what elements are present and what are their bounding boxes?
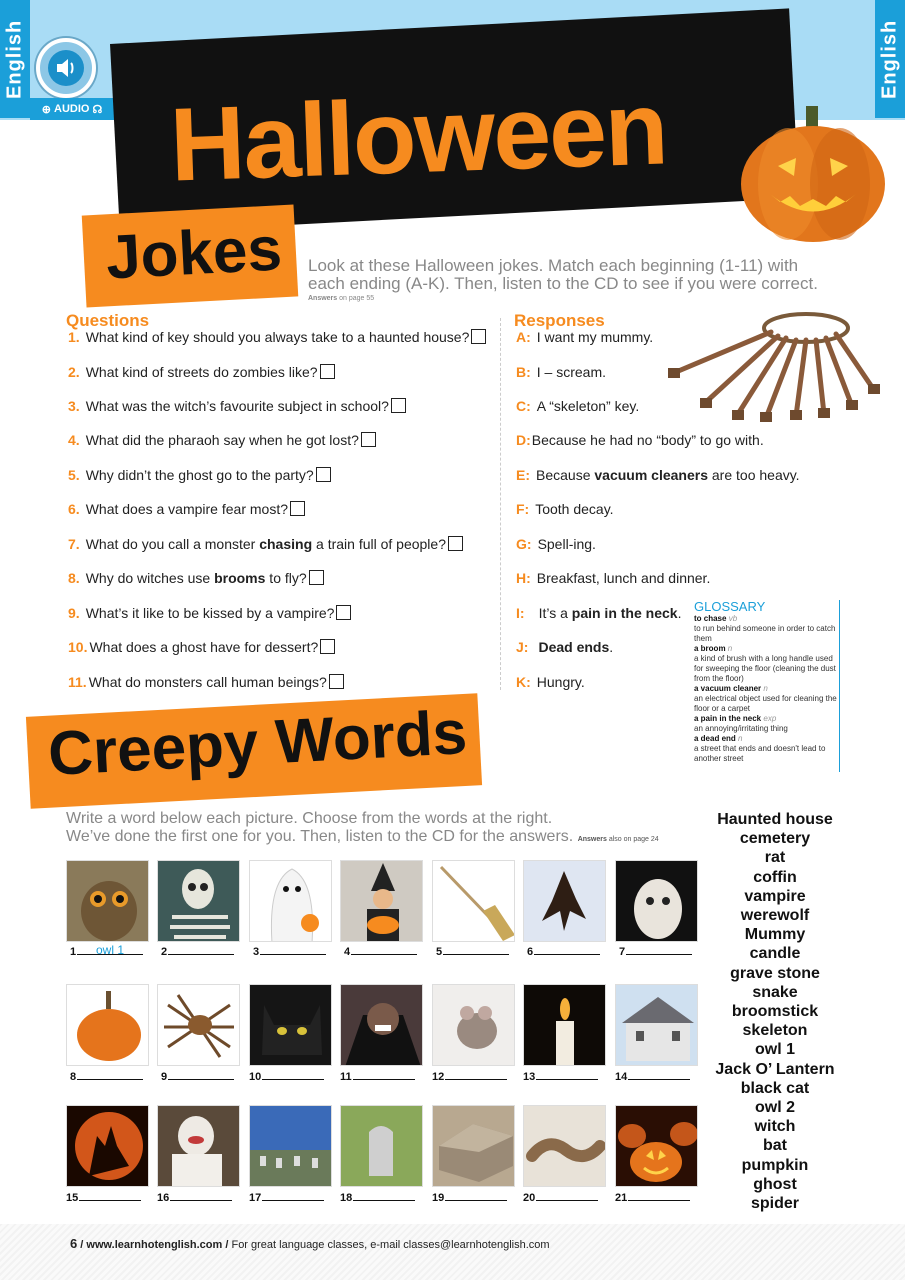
glossary-title: GLOSSARY	[694, 599, 766, 614]
question-text: What kind of streets do zombies like?	[85, 364, 318, 380]
picture-number: 6	[527, 946, 534, 958]
footer	[70, 1236, 550, 1251]
audio-button[interactable]	[36, 38, 96, 98]
word-bank-item: spider	[750, 1195, 799, 1213]
response-text: .	[609, 639, 614, 655]
word-bank	[712, 810, 838, 1213]
answer-line[interactable]	[168, 945, 234, 955]
audio-label[interactable]: ⊕ AUDIO ☊	[30, 98, 114, 120]
word-bank-item: vampire	[744, 887, 806, 905]
picture-label	[249, 1191, 324, 1204]
question-item	[68, 501, 305, 517]
answer-line[interactable]	[445, 1070, 507, 1080]
picture-number: 3	[253, 946, 260, 958]
glossary-word: pain in the neck	[571, 605, 678, 621]
response-letter: B:	[516, 364, 531, 380]
answer-box[interactable]	[361, 432, 376, 447]
questions-heading: Questions	[66, 311, 150, 330]
picture-number: 5	[436, 946, 443, 958]
word-bank-item: werewolf	[740, 907, 810, 925]
answer-box[interactable]	[309, 570, 324, 585]
question-item	[68, 467, 331, 483]
response-item	[516, 501, 614, 517]
picture-number: 15	[66, 1192, 79, 1204]
question-text: a train full of people?	[312, 536, 446, 552]
question-number: 10.	[68, 639, 88, 655]
question-number: 1.	[68, 329, 80, 345]
picture-number: 11	[340, 1071, 352, 1083]
answer-box[interactable]	[448, 536, 463, 551]
response-letter: C:	[516, 398, 531, 414]
answer-box[interactable]	[329, 674, 344, 689]
glossary-pos: n	[727, 644, 733, 653]
grave-stone-picture	[340, 1105, 423, 1187]
question-number: 11.	[68, 674, 87, 690]
column-divider	[500, 318, 501, 690]
question-number: 3.	[68, 398, 80, 414]
footer-band	[0, 1224, 905, 1280]
picture-label	[340, 1191, 415, 1204]
picture-label	[436, 945, 509, 958]
response-letter: J:	[516, 639, 529, 655]
glossary-entry	[694, 644, 839, 684]
answer-line[interactable]	[353, 1191, 415, 1201]
picture-label	[253, 945, 326, 958]
answers-note-bold: Answers	[308, 295, 338, 302]
owl2-picture	[615, 860, 698, 942]
response-text: It’s a	[538, 605, 572, 621]
response-text: A “skeleton” key.	[536, 398, 640, 414]
glossary-pos: n	[763, 684, 768, 693]
mummy-picture	[157, 1105, 240, 1187]
question-text: Why do witches use	[85, 570, 215, 586]
response-text: Spell-ing.	[537, 536, 596, 552]
broomstick-picture	[432, 860, 515, 942]
response-letter: I:	[516, 605, 525, 621]
picture-label	[161, 945, 234, 958]
picture-label	[527, 945, 600, 958]
page-title: Halloween	[168, 70, 669, 204]
picture-number: 16	[157, 1192, 170, 1204]
haunted-house-picture	[615, 984, 698, 1066]
glossary-entry	[694, 684, 839, 714]
answer-line[interactable]	[260, 945, 326, 955]
picture-number: 18	[340, 1192, 353, 1204]
question-text: What do monsters call human beings?	[88, 674, 327, 690]
glossary-entry	[694, 614, 839, 644]
question-text: Why didn’t the ghost go to the party?	[85, 467, 314, 483]
question-item	[68, 570, 324, 586]
glossary-word: brooms	[214, 570, 266, 586]
picture-number: 9	[161, 1071, 168, 1083]
question-item	[68, 364, 335, 380]
picture-number: 17	[249, 1192, 262, 1204]
brand-text: English	[878, 19, 901, 99]
page-number: 6	[70, 1236, 78, 1251]
glossary-definition: to run behind someone in order to catch them	[694, 624, 836, 643]
glossary-definition: a street that ends and doesn't lead to another street	[694, 744, 826, 763]
answers-note-2	[578, 836, 659, 843]
word-bank-item: candle	[749, 945, 801, 963]
picture-number: 1	[70, 946, 77, 958]
owl-picture	[66, 860, 149, 942]
answer-line[interactable]	[536, 1070, 598, 1080]
glossary-box	[694, 600, 840, 772]
jack-o-lantern-picture	[615, 1105, 698, 1187]
response-text: are too heavy.	[708, 467, 800, 483]
creepy-intro-line: We’ve done the first one for you. Then, listen to the CD for the answers.	[66, 828, 574, 845]
picture-number: 13	[523, 1071, 536, 1083]
bat-picture	[523, 860, 606, 942]
answer-box[interactable]	[336, 605, 351, 620]
question-text: What does a ghost have for dessert?	[89, 639, 319, 655]
response-letter: H:	[516, 570, 531, 586]
ghost-picture	[249, 860, 332, 942]
response-letter: D:	[516, 432, 531, 448]
glossary-pos: exp	[763, 714, 777, 723]
cemetery-picture	[249, 1105, 332, 1187]
glossary-entry	[694, 714, 839, 734]
answer-line[interactable]	[170, 1191, 232, 1201]
picture-label	[340, 1070, 415, 1083]
glossary-term: a broom	[694, 644, 726, 653]
brand-tab-right	[875, 0, 905, 118]
glossary-pos: vb	[728, 614, 738, 623]
glossary-definition: an annoying/irritating thing	[694, 724, 788, 733]
answers-note	[308, 295, 374, 302]
response-item	[516, 639, 613, 655]
response-item	[516, 536, 596, 552]
question-item	[68, 536, 463, 552]
question-number: 9.	[68, 605, 80, 621]
word-bank-item: rat	[764, 849, 786, 867]
response-item	[516, 467, 800, 483]
glossary-definition: a kind of brush with a long handle used for sweeping the floor (cleaning the dust from the floor)	[694, 654, 836, 683]
word-bank-item: Mummy	[744, 926, 806, 944]
picture-number: 8	[70, 1071, 77, 1083]
glossary-pos: n	[738, 734, 743, 743]
keys-image	[656, 306, 886, 424]
question-item	[68, 398, 406, 414]
answer-box[interactable]	[391, 398, 406, 413]
question-text: What does a vampire fear most?	[85, 501, 288, 517]
word-bank-item: broomstick	[731, 1003, 819, 1021]
response-item	[516, 398, 639, 414]
answer-box[interactable]	[316, 467, 331, 482]
response-item	[516, 674, 585, 690]
word-bank-item: skeleton	[742, 1022, 808, 1040]
picture-label	[619, 945, 692, 958]
response-letter: K:	[516, 674, 531, 690]
word-bank-item: owl 2	[754, 1099, 795, 1117]
werewolf-picture	[66, 1105, 149, 1187]
response-text: I want my mummy.	[536, 329, 654, 345]
word-bank-item: cemetery	[739, 830, 811, 848]
answer-box[interactable]	[320, 364, 335, 379]
word-bank-item: Haunted house	[717, 811, 833, 828]
glossary-word: chasing	[259, 536, 313, 552]
glossary-term: a vacuum cleaner	[694, 684, 762, 693]
word-bank-item: bat	[763, 1137, 787, 1155]
picture-label	[66, 1191, 141, 1204]
glossary-word: vacuum cleaners	[594, 467, 708, 483]
spider-picture	[157, 984, 240, 1066]
picture-number: 14	[615, 1071, 628, 1083]
picture-number: 21	[615, 1192, 628, 1204]
jack-o-lantern-image	[738, 104, 888, 244]
candle-picture	[523, 984, 606, 1066]
response-item	[516, 432, 764, 448]
response-text: Tooth decay.	[535, 501, 614, 517]
picture-label	[70, 1070, 143, 1083]
question-number: 5.	[68, 467, 80, 483]
picture-number: 2	[161, 946, 168, 958]
word-bank-item: snake	[752, 983, 798, 1001]
response-letter: A:	[516, 329, 531, 345]
answer-line[interactable]	[443, 945, 509, 955]
picture-label	[432, 1191, 507, 1204]
picture-number: 20	[523, 1192, 536, 1204]
vampire-picture	[340, 984, 423, 1066]
word-bank-item: pumpkin	[741, 1156, 809, 1174]
question-item	[68, 605, 351, 621]
picture-label	[161, 1070, 234, 1083]
question-number: 7.	[68, 536, 80, 552]
answer-line[interactable]	[534, 945, 600, 955]
picture-label	[157, 1191, 232, 1204]
answer-line[interactable]	[262, 1191, 324, 1201]
answer-line[interactable]	[262, 1070, 324, 1080]
coffin-picture	[432, 1105, 515, 1187]
glossary-definition: an electrical object used for cleaning the floor or a carpet	[694, 694, 837, 713]
picture-label	[615, 1191, 690, 1204]
section-title-jokes: Jokes	[104, 214, 284, 293]
response-text: Hungry.	[536, 674, 585, 690]
picture-number: 19	[432, 1192, 445, 1204]
creepy-instructions	[66, 810, 706, 849]
picture-label	[523, 1070, 598, 1083]
answers-note-rest: on page 55	[337, 295, 375, 302]
black-cat-picture	[249, 984, 332, 1066]
word-bank-item: witch	[754, 1118, 796, 1136]
question-text: What kind of key should you always take to a haunted house?	[85, 329, 470, 345]
picture-label	[249, 1070, 324, 1083]
audio-label-text: AUDIO	[54, 103, 90, 115]
response-text: I – scream.	[536, 364, 607, 380]
picture-label	[432, 1070, 507, 1083]
word-bank-item: grave stone	[730, 964, 820, 982]
rat-picture	[432, 984, 515, 1066]
snake-picture	[523, 1105, 606, 1187]
question-item	[68, 639, 335, 655]
footer-site[interactable]: / www.learnhotenglish.com /	[77, 1239, 232, 1251]
answer-line[interactable]	[626, 945, 692, 955]
word-bank-item: coffin	[753, 868, 797, 886]
word-bank-item: owl 1	[754, 1041, 795, 1059]
question-number: 6.	[68, 501, 80, 517]
glossary-word: Dead ends	[538, 639, 610, 655]
response-text: Because he had no “body” to go with.	[531, 432, 764, 448]
response-item	[516, 570, 710, 586]
question-number: 8.	[68, 570, 80, 586]
answer-box[interactable]	[290, 501, 305, 516]
footer-contact: For great language classes, e-mail classes@learnhotenglish.com	[231, 1239, 550, 1251]
answer-line[interactable]	[628, 1070, 690, 1080]
pumpkin-picture	[66, 984, 149, 1066]
answer-box[interactable]	[471, 329, 486, 344]
question-text: What’s it like to be kissed by a vampire?	[85, 605, 335, 621]
picture-number: 7	[619, 946, 626, 958]
answer-line[interactable]	[77, 1070, 143, 1080]
instructions: Look at these Halloween jokes. Match each beginning (1-11) with each ending (A-K). Then, listen to the CD to see if you were correct.	[308, 256, 818, 293]
answer-line[interactable]	[445, 1191, 507, 1201]
witch-picture	[340, 860, 423, 942]
glossary-term: a pain in the neck	[694, 714, 762, 723]
response-item	[516, 605, 681, 621]
question-item	[68, 432, 376, 448]
answer-line[interactable]	[351, 945, 417, 955]
question-item	[68, 674, 344, 690]
word-bank-item: black cat	[740, 1079, 810, 1097]
response-item	[516, 329, 653, 345]
question-text: What do you call a monster	[85, 536, 260, 552]
section-title-creepy-words: Creepy Words	[46, 698, 469, 789]
answers-note-bold: Answers	[577, 836, 607, 843]
question-text: What did the pharaoh say when he got lost?	[85, 432, 359, 448]
creepy-intro-line: Write a word below each picture. Choose from the words at the right.	[66, 810, 553, 827]
picture-label	[523, 1191, 598, 1204]
glossary-entry	[694, 734, 839, 764]
response-letter: G:	[516, 536, 532, 552]
response-text: .	[677, 605, 682, 621]
picture-number: 4	[344, 946, 351, 958]
response-item	[516, 364, 606, 380]
question-item	[68, 329, 486, 345]
question-text: What was the witch’s favourite subject in school?	[85, 398, 389, 414]
response-text: Because	[536, 467, 595, 483]
answer-line[interactable]	[628, 1191, 690, 1201]
glossary-term: a dead end	[694, 734, 736, 743]
picture-number: 10	[249, 1071, 262, 1083]
answer-line[interactable]	[536, 1191, 598, 1201]
response-letter: F:	[516, 501, 530, 517]
picture-label	[344, 945, 417, 958]
picture-label	[615, 1070, 690, 1083]
response-letter: E:	[516, 467, 530, 483]
brand-text: English	[3, 19, 26, 99]
answer-line[interactable]	[168, 1070, 234, 1080]
answer-box[interactable]	[320, 639, 335, 654]
response-text: Breakfast, lunch and dinner.	[536, 570, 711, 586]
responses-heading: Responses	[514, 311, 605, 330]
skeleton-picture	[157, 860, 240, 942]
speaker-icon	[48, 50, 84, 86]
question-number: 4.	[68, 432, 80, 448]
answers-note-rest: also on page 24	[606, 836, 659, 843]
word-bank-item: Jack O’ Lantern	[715, 1060, 835, 1078]
answer-line[interactable]	[353, 1070, 415, 1080]
brand-tab-left	[0, 0, 30, 118]
question-text: to fly?	[265, 570, 307, 586]
picture-number: 12	[432, 1071, 445, 1083]
glossary-term: to chase	[694, 614, 727, 623]
question-number: 2.	[68, 364, 80, 380]
answer-line[interactable]	[79, 1191, 141, 1201]
example-answer: owl 1	[96, 943, 125, 957]
word-bank-item: ghost	[753, 1175, 797, 1193]
